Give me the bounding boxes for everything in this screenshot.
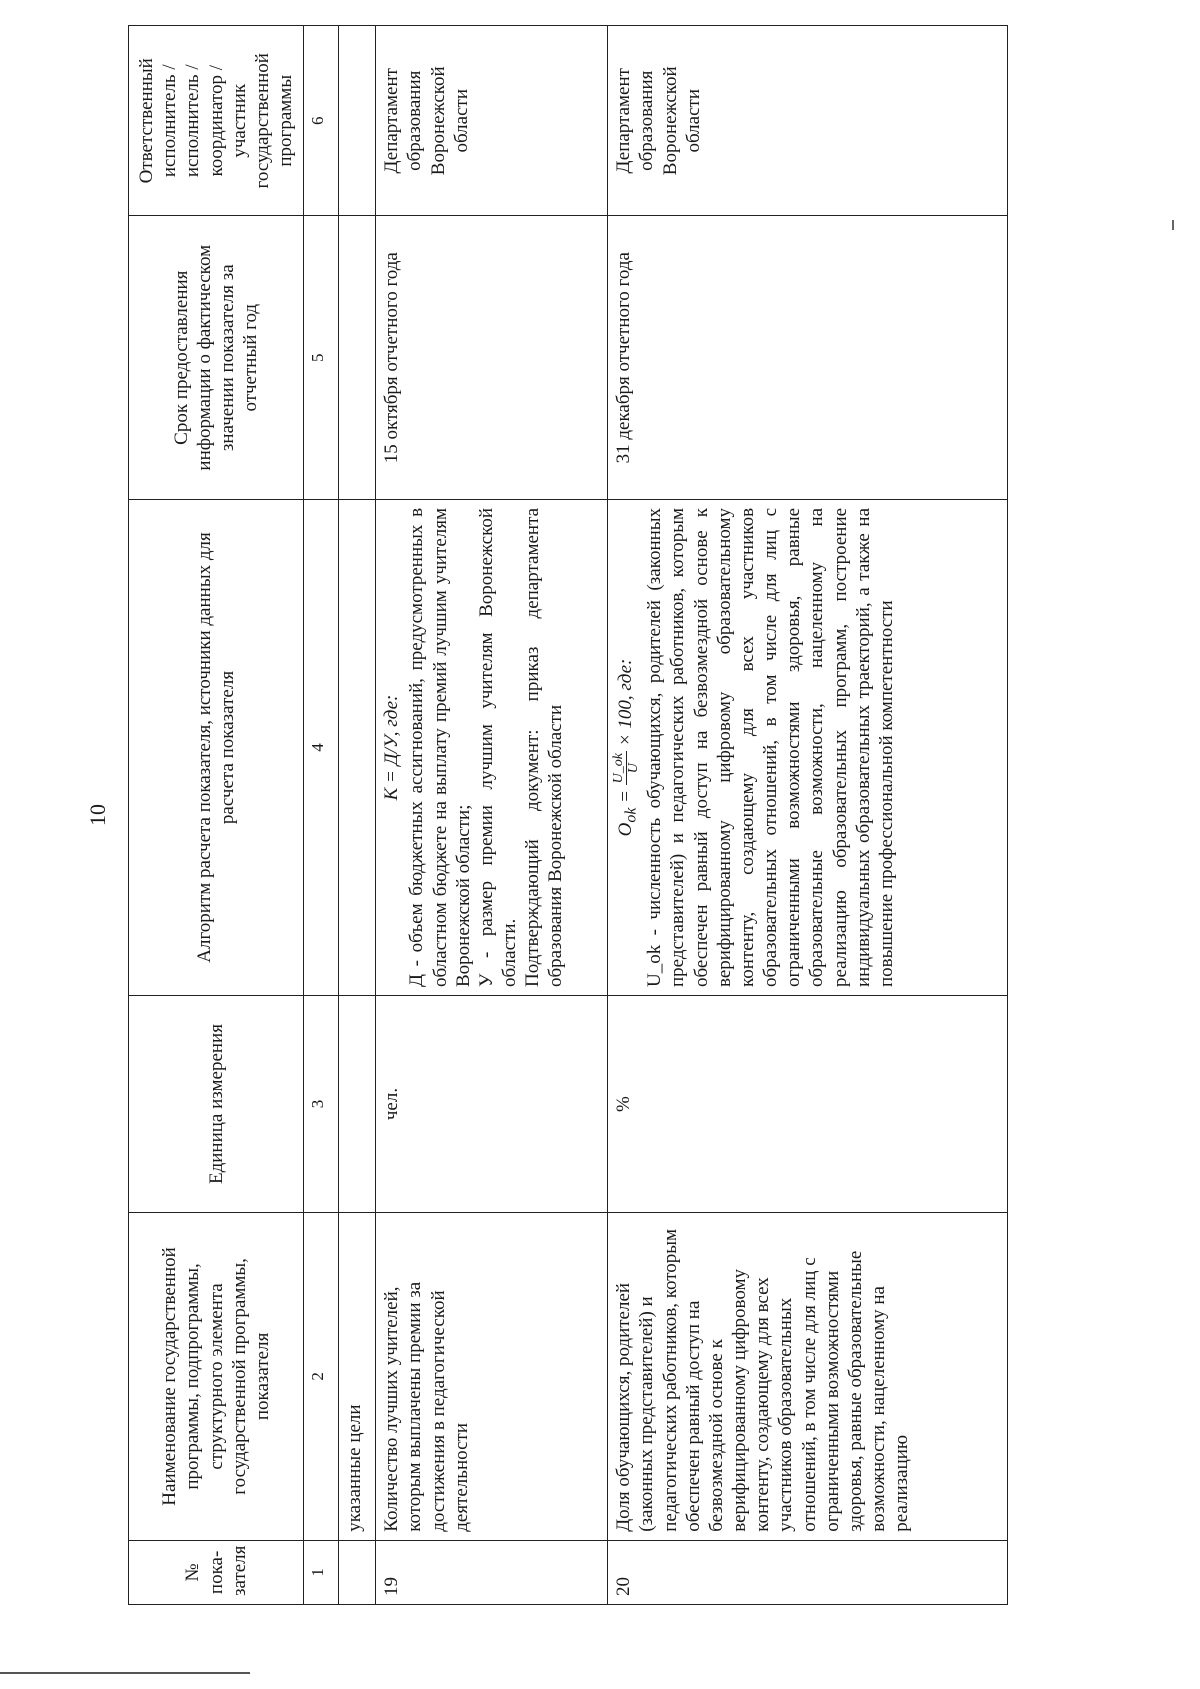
column-number: 2	[304, 1213, 339, 1541]
column-number-row	[304, 26, 339, 1605]
row-algorithm	[608, 499, 1008, 995]
row-responsible: Департамент образования Воронежской области	[608, 26, 1008, 217]
column-number: 5	[304, 216, 339, 499]
row-number: 20	[608, 1540, 1008, 1604]
header-deadline: Срок предоставления информации о фактическом значении показателя за отчетный год	[129, 216, 304, 499]
row-formula: К = Д/У, где:	[381, 694, 403, 801]
row-formula	[612, 508, 641, 987]
header-responsible: Ответственный исполнитель / исполнитель / координатор / участник государственной программы	[129, 26, 304, 217]
header-number: № пока-зателя	[129, 1540, 304, 1604]
continuation-num	[339, 1540, 376, 1604]
row-algorithm	[376, 499, 608, 995]
indicators-table	[128, 25, 1008, 1605]
row-algorithm-line: У - размер премии лучшим учителям Воронежской области.	[475, 507, 521, 988]
row-unit: чел.	[376, 996, 608, 1213]
header-algorithm: Алгоритм расчета показателя, источники данных для расчета показателя	[129, 499, 304, 995]
header-row	[129, 26, 304, 1605]
row-algorithm-line: Подтверждающий документ: приказ департамента образования Воронежской области	[522, 507, 567, 988]
formula-denominator: U	[626, 763, 642, 774]
row-responsible: Департамент образования Воронежской области	[376, 26, 608, 217]
row-deadline: 31 декабря отчетного года	[608, 216, 1008, 499]
page-number: 10	[85, 804, 110, 826]
table-row	[376, 26, 608, 1605]
row-unit: %	[608, 996, 1008, 1213]
column-number: 3	[304, 996, 339, 1213]
continuation-row	[339, 26, 376, 1605]
row-algorithm-line: Д - объем бюджетных ассигнований, предусмотренных в областном бюджете на выплату премий лучшим учителям Воронежской области;	[406, 507, 474, 988]
row-algorithm-line: U_ok - численность обучающихся, родителей (законных представителей) и педагогических работников, которым обеспечен равный доступ на безвозмездной основе к верифицированному цифровому образовательному контенту, создающему для всех участников образовательных отношений, в том числе для лиц с ограниченными возможностями здоровья, равные образовательные возможности, нацеленному на реализацию образовательных программ, построение индивидуальных образовательных траекторий, а также на повышение профессиональной компетентности	[644, 507, 897, 988]
column-number: 6	[304, 26, 339, 217]
column-number: 4	[304, 499, 339, 995]
stray-mark	[1172, 220, 1174, 230]
bottom-rule	[0, 1672, 250, 1674]
row-deadline: 15 октября отчетного года	[376, 216, 608, 499]
formula-numerator: U_ok	[611, 752, 627, 784]
formula-eq: =	[615, 785, 637, 808]
table-row	[608, 26, 1008, 1605]
formula-lhs: O	[615, 822, 637, 837]
header-name: Наименование государственной программы, подпрограммы, структурного элемента государственной программы, показателя	[129, 1213, 304, 1541]
header-unit: Единица измерения	[129, 996, 304, 1213]
row-indicator-name: Количество лучших учителей, которым выплачены премии за достижения в педагогической деятельности	[376, 1213, 608, 1541]
formula-lhs-sub: ok	[622, 807, 640, 823]
column-number: 1	[304, 1540, 339, 1604]
formula-rest: × 100, где:	[615, 658, 637, 751]
row-number: 19	[376, 1540, 608, 1604]
row-indicator-name: Доля обучающихся, родителей (законных представителей) и педагогических работников, которым обеспечен равный доступ на безвозмездной основе к верифицированному цифровому контенту, создающему для всех участников образовательных отношений, в том числе для лиц с ограниченными возможностями здоровья, равные образовательные возможности, нацеленному на реализацию	[608, 1213, 1008, 1541]
rotated-table-sheet	[128, 25, 1168, 1605]
continuation-text: указанные цели	[339, 1213, 376, 1541]
formula-fraction	[612, 751, 641, 785]
